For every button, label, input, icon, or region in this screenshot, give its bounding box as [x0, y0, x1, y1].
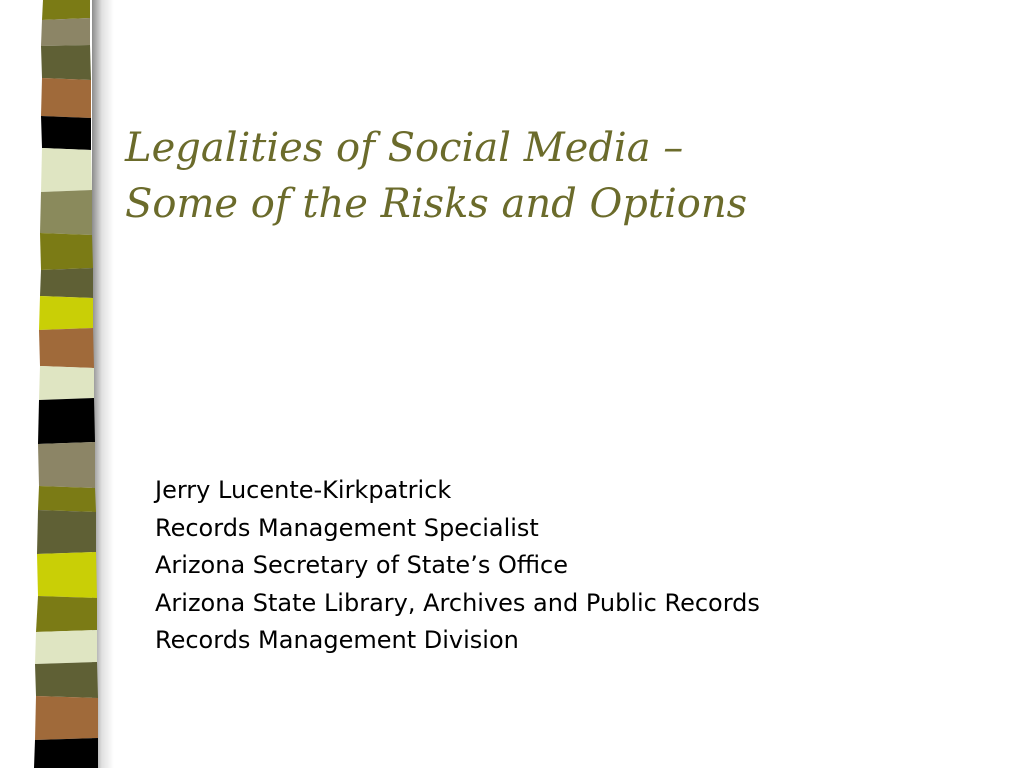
- decorative-stripe: [0, 0, 120, 768]
- stripe-segment: [40, 268, 93, 298]
- stripe-segment: [38, 486, 96, 512]
- presenter-office: Arizona Secretary of State’s Office: [155, 551, 569, 579]
- title-line: Legalities of Social Media –: [125, 125, 684, 171]
- stripe-segment: [40, 233, 93, 270]
- presenter-library: Arizona State Library, Archives and Public Records: [155, 588, 760, 617]
- stripe-segment: [38, 442, 95, 488]
- stripe-segment: [41, 18, 90, 46]
- stripe-segment: [38, 398, 95, 444]
- stripe-segment: [37, 510, 96, 554]
- presenter-name: Jerry Lucente-Kirkpatrick: [155, 476, 452, 504]
- stripe-segment: [39, 366, 94, 400]
- stripe-segment: [42, 0, 90, 20]
- stripe-segment: [35, 662, 98, 698]
- presenter-role: Records Management Specialist: [155, 513, 539, 542]
- stripe-segment: [41, 148, 92, 192]
- presenter-info: [155, 472, 975, 660]
- stripe-segment: [39, 328, 94, 368]
- title-line: Some of the Risks and Options: [125, 181, 748, 227]
- slide-title: [125, 120, 1005, 232]
- stripe-segment: [41, 78, 91, 118]
- stripe-segment: [40, 190, 92, 235]
- stripe-segment: [41, 116, 91, 150]
- stripe-segment: [35, 630, 97, 664]
- presenter-division: Records Management Division: [155, 626, 519, 654]
- stripe-segment: [41, 45, 91, 80]
- stripe-segment: [35, 696, 98, 740]
- stripe-segment: [34, 738, 98, 768]
- stripe-segment: [37, 552, 97, 598]
- stripe-segment: [36, 596, 97, 632]
- stripe-segment: [39, 296, 93, 330]
